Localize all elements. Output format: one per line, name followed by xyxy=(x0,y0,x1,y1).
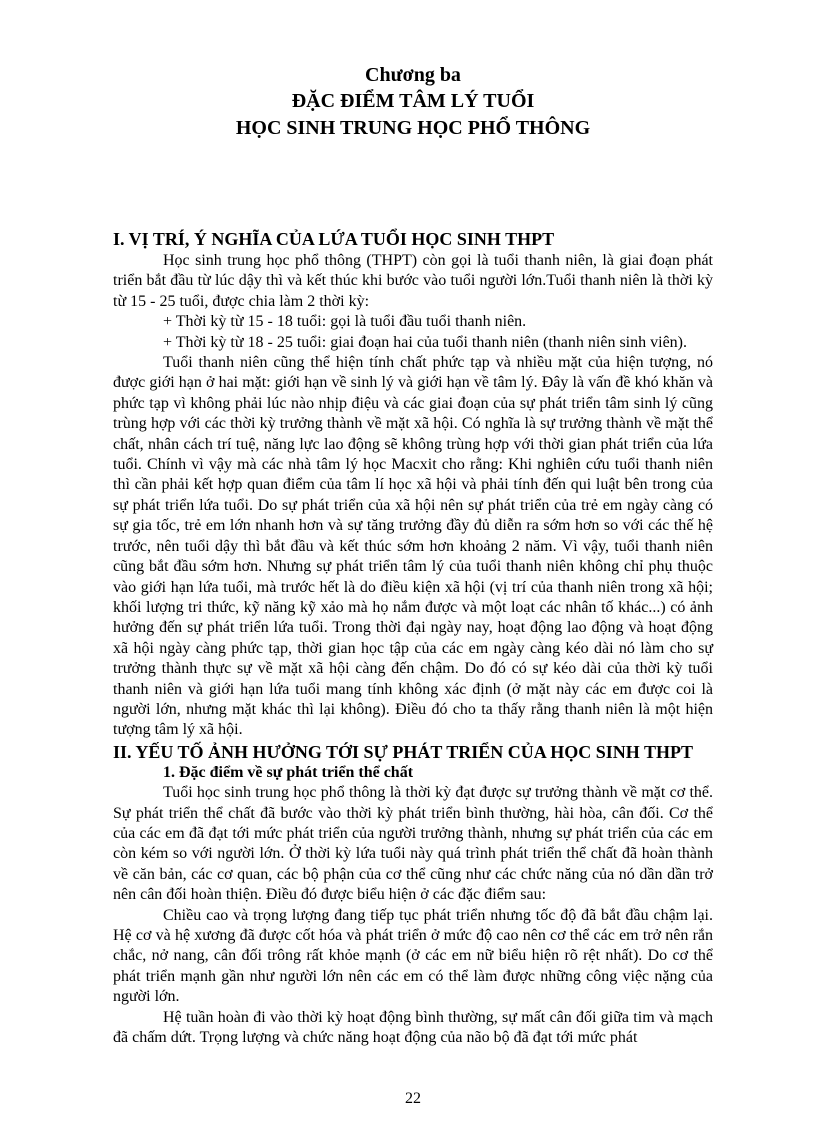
list-item: + Thời kỳ từ 18 - 25 tuổi: giai đoạn hai của tuổi thanh niên (thanh niên sinh viên). xyxy=(163,333,687,351)
document-body xyxy=(113,228,713,1048)
paragraph: Chiều cao và trọng lượng đang tiếp tục phát triển nhưng tốc độ đã bắt đầu chậm lại. Hệ cơ và hệ xương đã được cốt hóa và phát triển ở mức độ cao nên cơ thể các em trở nên rắn chắc, nở nang, cân đối trông rất khỏe mạnh (ở các em nữ biểu hiện rõ rệt nhất). Do cơ thể phát triển mạnh gần như người lớn nên các em có thể làm được những công việc nặng của người lớn. xyxy=(113,906,713,1006)
paragraph: Hệ tuần hoàn đi vào thời kỳ hoạt động bình thường, sự mất cân đối giữa tim và mạch đã chấm dứt. Trọng lượng và chức năng hoạt động của não bộ đã đạt tới mức phát xyxy=(113,1008,713,1047)
chapter-title-line-1: ĐẶC ĐIỂM TÂM LÝ TUỔI xyxy=(291,90,535,112)
page-number: 22 xyxy=(405,1090,421,1107)
paragraph: Học sinh trung học phổ thông (THPT) còn gọi là tuổi thanh niên, là giai đoạn phát triển bắt đầu từ lúc dậy thì và kết thúc khi bước vào tuổi người lớn.Tuổi thanh niên là thời kỳ từ 15 - 25 tuổi, được chia làm 2 thời kỳ: xyxy=(113,252,713,310)
chapter-label: Chương ba xyxy=(365,64,461,86)
section-2-heading: II. YẾU TỐ ẢNH HƯỞNG TỚI SỰ PHÁT TRIỂN CỦA HỌC SINH THPT xyxy=(113,741,693,762)
subsection-heading: 1. Đặc điểm về sự phát triển thể chất xyxy=(163,763,414,781)
list-item: + Thời kỳ từ 15 - 18 tuổi: gọi là tuổi đầu tuổi thanh niên. xyxy=(163,313,527,331)
paragraph: Tuổi thanh niên cũng thể hiện tính chất phức tạp và nhiều mặt của hiện tượng, nó được giới hạn ở hai mặt: giới hạn về sinh lý và giới hạn về tâm lý. Đây là vấn đề khó khăn và phức tạp vì không phải lúc nào nhịp điệu và các giai đoạn của sự phát triển tâm sinh lý cũng trùng hợp với các thời kỳ trưởng thành về mặt xã hội. Có nghĩa là sự trưởng thành về mặt thể chất, nhân cách trí tuệ, năng lực lao động sẽ không trùng hợp với thời gian phát triển của lứa tuổi. Chính vì vậy mà các nhà tâm lý học Macxit cho rằng: Khi nghiên cứu tuổi thanh niên thì cần phải kết hợp quan điểm của tâm lí học xã hội và phải tính đến qui luật bên trong của sự phát triển lứa tuổi. Do sự phát triển của xã hội nên sự phát triển của trẻ em ngày càng có sự gia tốc, trẻ em lớn nhanh hơn và sự tăng trưởng đầy đủ diễn ra sớm hơn so với các thế hệ trước, nên tuổi dậy thì bắt đầu và kết thúc sớm hơn khoảng 2 năm. Vì vậy, tuổi thanh niên cũng bắt đầu sớm hơn. Nhưng sự phát triển tâm lý của tuổi thanh niên không chỉ phụ thuộc vào giới hạn lứa tuổi, mà trước hết là do điều kiện xã hội (vị trí của thanh niên trong xã hội; khối lượng tri thức, kỹ năng kỹ xảo mà họ nắm được và một loạt các nhân tố khác...) có ảnh hưởng đến sự phát triển lứa tuổi. Trong thời đại ngày nay, hoạt động lao động và hoạt động xã hội ngày càng phức tạp, thời gian học tập của các em ngày càng kéo dài nó làm cho sự trưởng thành thực sự về mặt xã hội càng đến chậm. Do đó có sự kéo dài của thời kỳ tuổi thanh niên và giới hạn lứa tuổi mang tính không xác định (ở mặt này các em được coi là người lớn, nhưng mặt khác thì lại không). Điều đó cho ta thấy rằng thanh niên là một hiện tượng tâm lý xã hội. xyxy=(113,354,713,739)
document-page xyxy=(113,0,713,1123)
section-1-heading: I. VỊ TRÍ, Ý NGHĨA CỦA LỨA TUỔI HỌC SINH THPT xyxy=(113,229,555,249)
paragraph: Tuổi học sinh trung học phổ thông là thời kỳ đạt được sự trưởng thành về mặt cơ thể. Sự phát triển thể chất đã bước vào thời kỳ phát triển bình thường, hài hòa, cân đối. Cơ thể của các em đã đạt tới mức phát triển của người trưởng thành, nhưng sự phát triển của các em còn kém so với người lớn. Ở thời kỳ lứa tuổi này quá trình phát triển thể chất đã hoàn thành về căn bản, các cơ quan, các bộ phận của cơ thể cũng như các chức năng của nó dần dần trở nên cân đối hoàn thiện. Điều đó được biểu hiện ở các đặc điểm sau: xyxy=(113,784,713,904)
chapter-title-line-2: HỌC SINH TRUNG HỌC PHỔ THÔNG xyxy=(235,117,591,139)
